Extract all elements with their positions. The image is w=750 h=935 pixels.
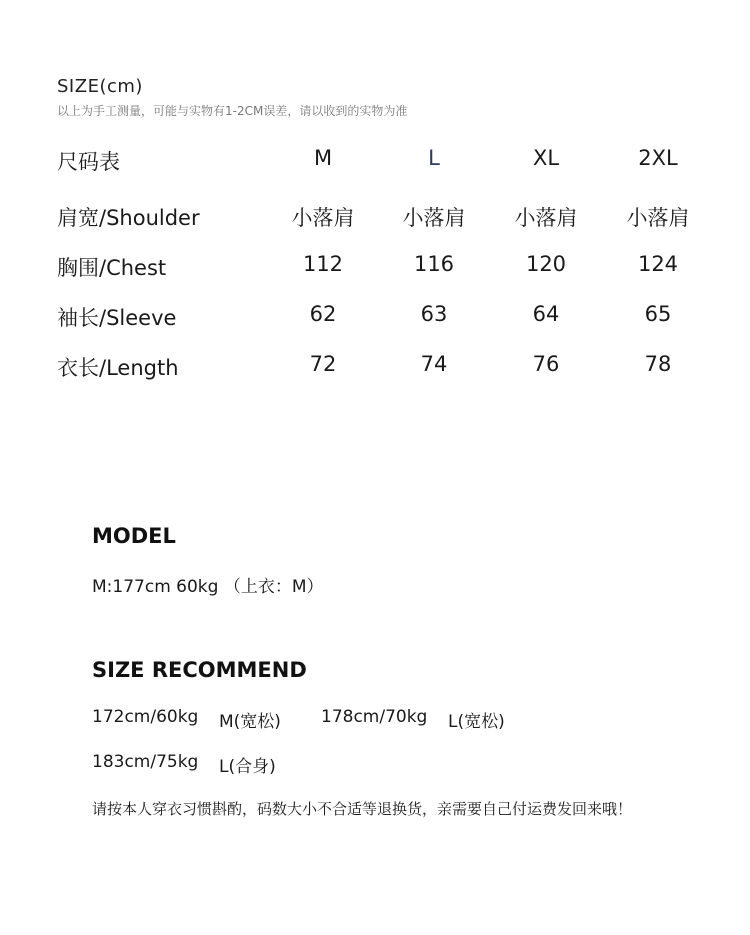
recommend-size: L(合身) <box>219 757 276 777</box>
recommend-size: L(宽松) <box>448 712 505 732</box>
size-note: 以上为手工测量，可能与实物有1-2CM误差，请以收到的实物为准 <box>57 104 408 118</box>
table-cell: 116 <box>413 252 455 276</box>
size-table-row-shoulder <box>57 194 717 244</box>
table-cell: 74 <box>420 352 448 376</box>
recommend-size: M(宽松) <box>219 712 281 732</box>
size-header-xl: XL <box>532 146 560 170</box>
recommend-body-measure: 178cm/70kg <box>321 707 428 727</box>
table-cell: 78 <box>644 352 672 376</box>
size-title: SIZE(cm) <box>57 76 143 97</box>
row-label-chest: 胸围/Chest <box>57 256 167 280</box>
size-table-header-row <box>57 138 717 194</box>
size-header-l: L <box>428 146 440 170</box>
table-cell: 124 <box>637 252 679 276</box>
model-heading: MODEL <box>92 524 176 548</box>
size-table-row-chest <box>57 244 717 294</box>
size-table-row-sleeve <box>57 294 717 344</box>
recommend-body-measure: 183cm/75kg <box>92 752 199 772</box>
model-info: M:177cm 60kg （上衣：M） <box>92 577 324 597</box>
row-label-shoulder: 肩宽/Shoulder <box>57 206 200 230</box>
return-policy-notice: 请按本人穿衣习惯斟酌，码数大小不合适等退换货，亲需要自己付运费发回来哦！ <box>92 800 633 818</box>
table-cell: 63 <box>420 302 448 326</box>
row-label-sleeve: 袖长/Sleeve <box>57 306 177 330</box>
table-cell: 65 <box>644 302 672 326</box>
size-table-header-label: 尺码表 <box>57 150 120 174</box>
size-header-m: M <box>313 146 333 170</box>
row-label-length: 衣长/Length <box>57 356 179 380</box>
table-cell: 62 <box>309 302 337 326</box>
size-table-row-length <box>57 344 717 394</box>
size-recommend-heading: SIZE RECOMMEND <box>92 658 307 682</box>
table-cell: 112 <box>302 252 344 276</box>
recommend-body-measure: 172cm/60kg <box>92 707 199 727</box>
table-cell: 小落肩 <box>402 206 466 230</box>
table-cell: 小落肩 <box>291 206 355 230</box>
table-cell: 72 <box>309 352 337 376</box>
size-header-2xl: 2XL <box>638 146 678 170</box>
table-cell: 76 <box>532 352 560 376</box>
table-cell: 120 <box>525 252 567 276</box>
table-cell: 小落肩 <box>514 206 578 230</box>
table-cell: 小落肩 <box>626 206 690 230</box>
size-table <box>57 138 717 394</box>
table-cell: 64 <box>532 302 560 326</box>
